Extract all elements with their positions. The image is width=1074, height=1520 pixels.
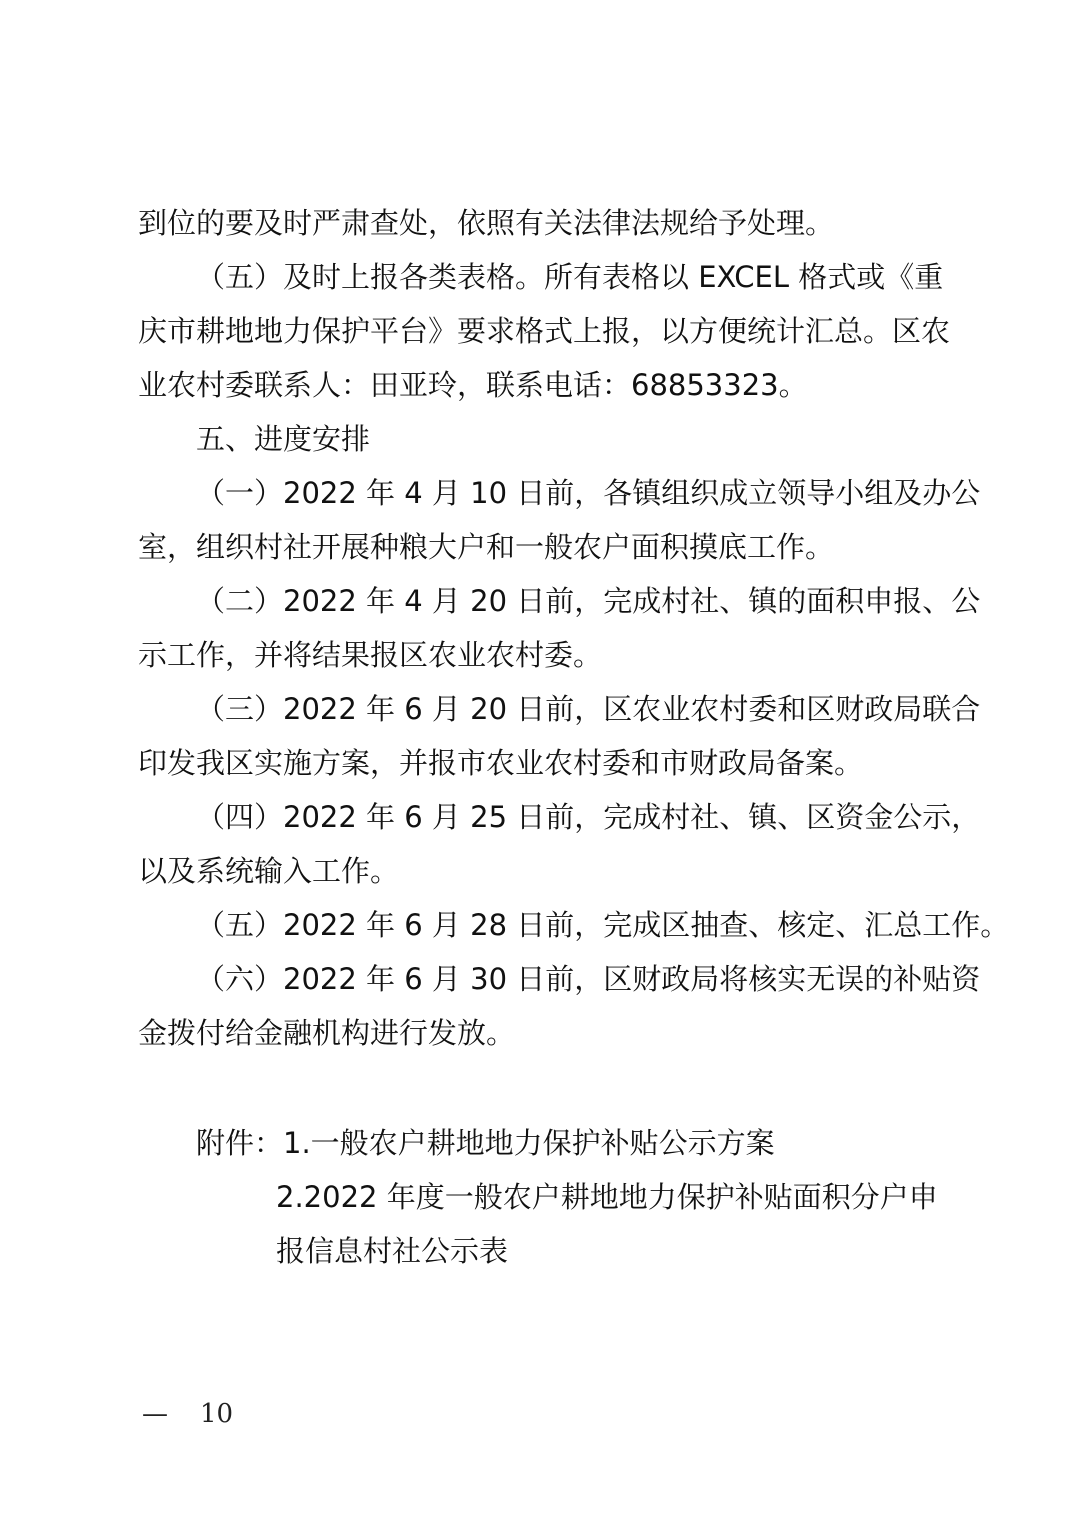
paragraph <box>138 574 981 682</box>
paragraph <box>138 466 981 574</box>
attachment-item <box>196 1116 938 1170</box>
attachment-item <box>196 1224 938 1278</box>
attachments-label: 附件： <box>196 1126 284 1160</box>
paragraph <box>138 790 981 898</box>
attachment-item-line: 2.2022 年度一般农户耕地地力保护补贴面积分户申 <box>276 1180 938 1214</box>
document-body <box>138 196 1010 1060</box>
paragraph-line: 业农村委联系人：田亚玲，联系电话：68853323。 <box>138 368 808 402</box>
paragraph <box>138 682 981 790</box>
paragraph-line: 庆市耕地地力保护平台》要求格式上报，以方便统计汇总。区农 <box>138 314 951 348</box>
attachment-item-line: 报信息村社公示表 <box>276 1234 509 1268</box>
paragraph-line: （六）2022 年 6 月 30 日前，区财政局将核实无误的补贴资 <box>196 962 981 996</box>
paragraph-line: （五）2022 年 6 月 28 日前，完成区抽查、核定、汇总工作。 <box>196 908 1010 942</box>
paragraph <box>138 412 938 466</box>
page-footer <box>142 1398 233 1430</box>
paragraph-line: 到位的要及时严肃查处，依照有关法律法规给予处理。 <box>138 206 835 240</box>
paragraph-line: 示工作，并将结果报区农业农村委。 <box>138 638 603 672</box>
paragraph <box>138 196 938 250</box>
paragraph-line: 以及系统输入工作。 <box>138 854 400 888</box>
paragraph-line: （一）2022 年 4 月 10 日前，各镇组织成立领导小组及办公 <box>196 476 981 510</box>
attachments-section <box>196 1116 938 1278</box>
attachment-item-line: 1.一般农户耕地地力保护补贴公示方案 <box>283 1126 775 1160</box>
paragraph-line: 室，组织村社开展种粮大户和一般农户面积摸底工作。 <box>138 530 835 564</box>
paragraph <box>138 250 951 412</box>
paragraph-line: （二）2022 年 4 月 20 日前，完成村社、镇的面积申报、公 <box>196 584 981 618</box>
paragraph-line: （四）2022 年 6 月 25 日前，完成村社、镇、区资金公示， <box>196 800 981 834</box>
attachment-item <box>196 1170 938 1224</box>
paragraph-line: （三）2022 年 6 月 20 日前，区农业农村委和区财政局联合 <box>196 692 981 726</box>
footer-dash: — <box>142 1399 168 1429</box>
paragraph-line: 五、进度安排 <box>196 422 371 456</box>
paragraph <box>138 952 981 1060</box>
paragraph-line: （五）及时上报各类表格。所有表格以 EXCEL 格式或《重 <box>196 260 944 294</box>
paragraph-line: 印发我区实施方案，并报市农业农村委和市财政局备案。 <box>138 746 864 780</box>
paragraph <box>138 898 1010 952</box>
page-number: 10 <box>200 1399 234 1429</box>
paragraph-line: 金拨付给金融机构进行发放。 <box>138 1016 516 1050</box>
